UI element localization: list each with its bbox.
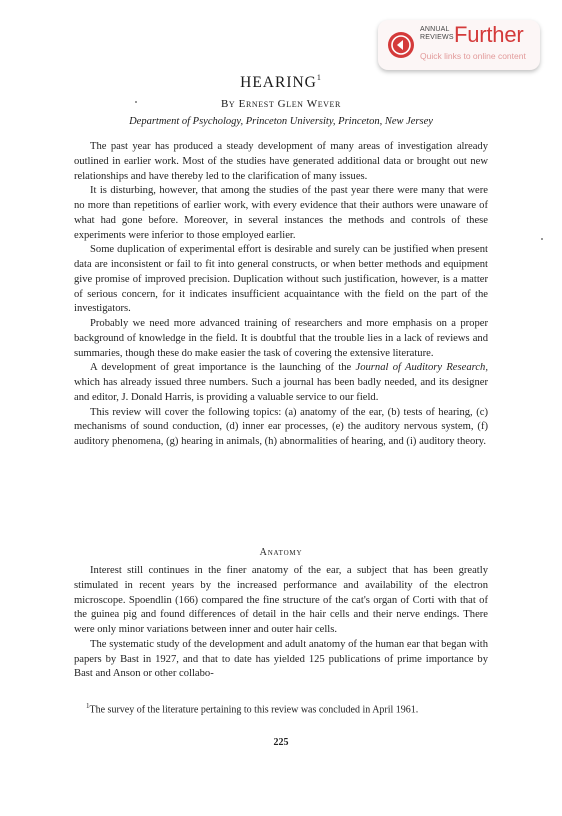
- intro-body: [74, 140, 488, 450]
- section-heading-anatomy: Anatomy: [259, 547, 303, 558]
- further-title[interactable]: Further: [454, 22, 524, 47]
- paragraph: Interest still continues in the finer anatomy of the ear, a subject that has been greatly stimulated in recent years by the increased performance and availability of the electron microscope. Spoendlin (166) compared the fine structure of the cat's organ of Corti with that of the guinea pig and found differences of detail in the hair cells and their nerve endings. There were only minor variations between inner and outer hair cells.: [74, 565, 488, 635]
- further-subtitle[interactable]: Quick links to online content: [420, 51, 526, 61]
- journal-paragraph: A development of great importance is the launching of the Journal of Auditory Research, which has already issued three numbers. Such a journal has been badly needed, and its designer and editor, J. Donald Harris, is providing a valuable service to our field.: [74, 362, 489, 403]
- title-footnote-mark: 1: [316, 73, 322, 82]
- article-title: HEARING$^1$: [240, 73, 322, 91]
- author-line: By Ernest Glen Wever: [221, 98, 341, 110]
- paragraph: The past year has produced a steady development of many areas of investigation already outlined in earlier work. Most of the studies have generated additional data or brought out new relationships and have thereby led to the clarification of many issues.: [74, 141, 488, 182]
- journal-name: Journal of Auditory Research,: [355, 362, 489, 374]
- scan-speck: [541, 238, 543, 240]
- affiliation-line: Department of Psychology, Princeton University, Princeton, New Jersey: [129, 116, 433, 127]
- footnote: $^1$The survey of the literature pertaining to this review was concluded in April 1961.: [86, 702, 419, 716]
- footnote-mark: 1: [86, 702, 90, 710]
- anatomy-body: [74, 564, 488, 682]
- annual-reviews-logo: ANNUAL REVIEWS: [420, 26, 454, 41]
- paragraph: Some duplication of experimental effort is desirable and surely can be justified when present data are inconsistent or fail to fit into general constructs, or when better methods and equipment give promise of improved precision. Duplication without such justification, however, is a matter of serious concern, for it indicates insufficient acquaintance with the field on the part of the investigators.: [74, 244, 488, 315]
- page-number: 225: [273, 737, 289, 748]
- paragraph: Probably we need more advanced training of researchers and more emphasis on a proper background of knowledge in the field. It is doubtful that the trouble lies in a lack of reviews and summaries, though these do make easier the task of covering the extensive literature.: [74, 318, 488, 359]
- play-back-icon: [388, 32, 414, 58]
- topics-paragraph: This review will cover the following topics: (a) anatomy of the ear, (b) tests of hearing, (c) mechanisms of sound conduction, (d) inner ear processes, (e) the auditory nervous system, (f) auditory phenomena, (g) hearing in animals, (h) abnormalities of hearing, and (i) auditory theory.: [74, 406, 488, 447]
- further-badge[interactable]: [378, 20, 540, 70]
- paragraph: It is disturbing, however, that among the studies of the past year there were many that were no more than repetitions of earlier work, with every evidence that their authors were unaware of what had gone before. Moreover, in several instances the methods and controls of these experiments were inferior to those employed earlier.: [74, 185, 488, 241]
- paragraph: The systematic study of the development and adult anatomy of the human ear that began with papers by Bast in 1927, and that to date has yielded 125 publications of prime importance by Bast and Anson or other collabo-: [74, 638, 488, 680]
- scan-speck: [135, 101, 137, 103]
